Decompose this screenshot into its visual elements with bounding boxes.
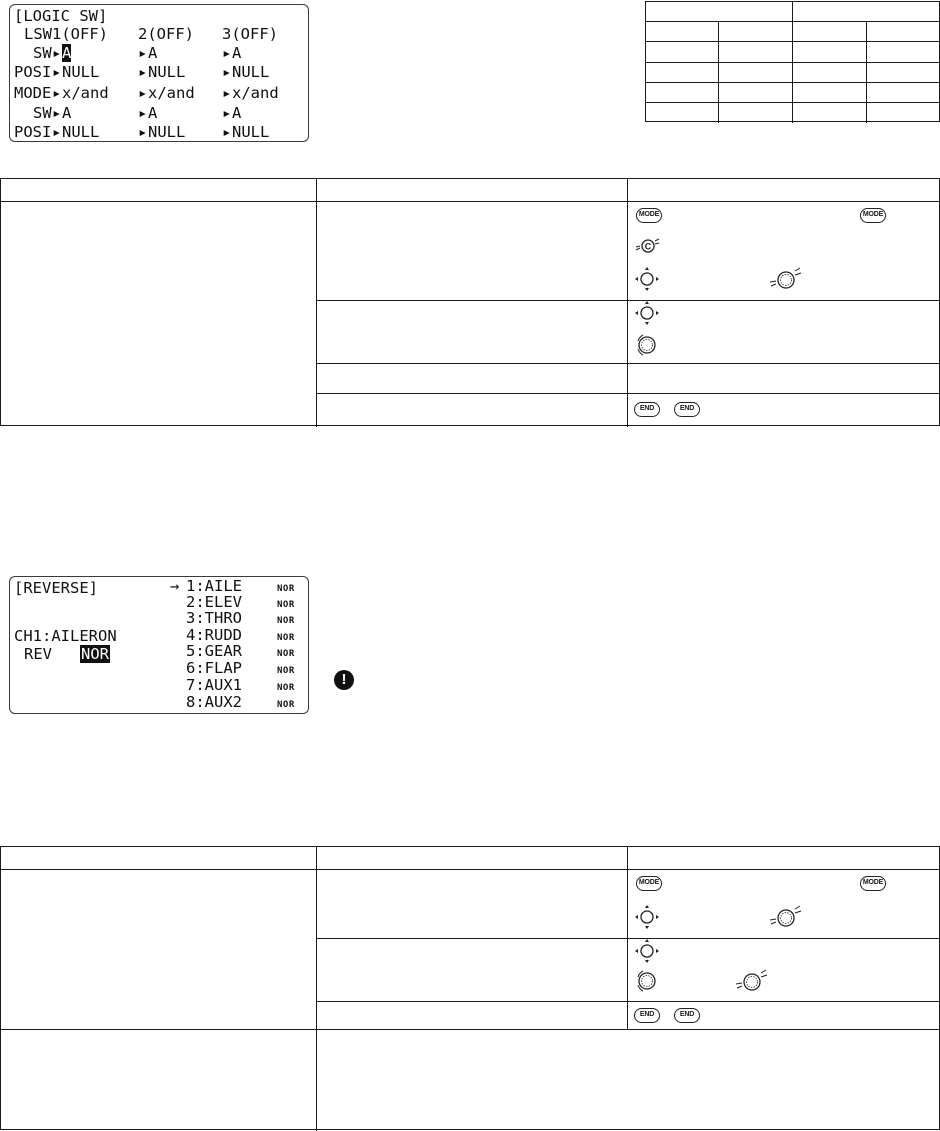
lsw3-posi1-value[interactable]: NULL <box>232 63 270 81</box>
pointer-icon: ▸ <box>222 123 232 141</box>
mode-button-icon: MODE <box>636 876 662 891</box>
directional-pad-icon <box>634 266 660 292</box>
channel-state: NOR <box>277 633 295 643</box>
dial-push-icon <box>734 968 770 994</box>
channel-item[interactable]: 1:AILE <box>186 577 242 595</box>
dial-rotate-icon <box>634 968 660 994</box>
lsw1-header: LSW1(OFF) <box>24 25 108 43</box>
reverse-lcd <box>9 576 309 714</box>
channel-state: NOR <box>277 600 295 610</box>
pointer-icon: ▸ <box>222 104 232 122</box>
lsw1-posi2-value[interactable]: NULL <box>62 123 100 141</box>
pointer-icon: ▸ <box>52 44 62 62</box>
dial-rotate-icon <box>634 332 660 358</box>
lsw3-posi2-value: NULL <box>232 123 270 141</box>
channel-state: NOR <box>277 649 295 659</box>
lsw3-header: 3(OFF) <box>222 25 278 43</box>
lsw1-sw2-value[interactable]: A <box>62 104 72 122</box>
directional-pad-icon <box>634 904 660 930</box>
lsw3-sw1-value[interactable]: A <box>232 44 242 62</box>
end-button-icon: END <box>674 402 700 417</box>
channel-item[interactable]: 7:AUX1 <box>186 676 242 694</box>
pointer-icon: ▸ <box>138 84 148 102</box>
pointer-icon: ▸ <box>138 44 148 62</box>
svg-text:C: C <box>644 241 652 252</box>
channel-item[interactable]: 6:FLAP <box>186 659 242 677</box>
sw-label: SW <box>33 44 52 62</box>
lsw3-mode-value[interactable]: x/and <box>232 84 279 102</box>
mode-button-icon: MODE <box>636 208 662 223</box>
pointer-icon: ▸ <box>138 63 148 81</box>
pointer-icon: ▸ <box>222 63 232 81</box>
mode-label: MODE <box>14 84 52 102</box>
channel-item[interactable]: 8:AUX2 <box>186 693 242 711</box>
lsw3-sw2-value[interactable]: A <box>232 104 242 122</box>
logic-sw-setup-table <box>0 178 940 426</box>
rev-value[interactable]: NOR <box>81 645 109 663</box>
channel-state: NOR <box>277 616 295 626</box>
channel-item[interactable]: 2:ELEV <box>186 593 242 611</box>
lsw1-mode-value[interactable]: x/and <box>62 84 109 102</box>
channel-item[interactable]: 4:RUDD <box>186 626 242 644</box>
lsw2-header: 2(OFF) <box>138 25 194 43</box>
channel-item[interactable]: 5:GEAR <box>186 642 242 660</box>
posi-label: POSI <box>14 63 52 81</box>
pointer-icon: ▸ <box>52 123 62 141</box>
center-push-icon <box>634 236 660 256</box>
lsw2-posi2-value[interactable]: NULL <box>148 123 186 141</box>
directional-pad-icon <box>634 300 660 326</box>
dial-push-icon <box>768 904 804 930</box>
lcd-title: [REVERSE] <box>14 579 98 597</box>
lsw1-sw1-value[interactable]: A <box>62 44 72 62</box>
mode-button-icon: MODE <box>860 876 886 891</box>
lsw2-mode-value[interactable]: x/and <box>148 84 195 102</box>
channel-state: NOR <box>277 683 295 693</box>
pointer-icon: ▸ <box>138 123 148 141</box>
pointer-icon: ▸ <box>52 63 62 81</box>
dial-push-icon <box>768 266 804 292</box>
channel-name: CH1:AILERON <box>14 627 117 645</box>
pointer-icon: ▸ <box>138 104 148 122</box>
lcd-title: [LOGIC SW] <box>14 7 108 25</box>
pointer-icon: ▸ <box>222 44 232 62</box>
sw-label: SW <box>33 104 52 122</box>
rev-label: REV <box>24 645 52 663</box>
channel-state: NOR <box>277 700 295 710</box>
pointer-icon: ▸ <box>52 84 62 102</box>
logic-sw-lcd <box>9 4 309 142</box>
mode-button-icon: MODE <box>860 208 886 223</box>
channel-item[interactable]: 3:THRO <box>186 609 242 627</box>
channel-state: NOR <box>277 584 295 594</box>
warning-icon: ! <box>334 670 354 690</box>
posi-label: POSI <box>14 123 52 141</box>
lsw2-sw1-value[interactable]: A <box>148 44 158 62</box>
end-button-icon: END <box>634 1008 660 1023</box>
end-button-icon: END <box>674 1008 700 1023</box>
logic-truth-table <box>645 1 940 122</box>
lsw1-posi1-value[interactable]: NULL <box>62 63 100 81</box>
channel-state: NOR <box>277 666 295 676</box>
reverse-setup-table <box>0 846 940 1130</box>
cursor-arrow-icon: → <box>170 577 180 595</box>
pointer-icon: ▸ <box>222 84 232 102</box>
end-button-icon: END <box>634 402 660 417</box>
directional-pad-icon <box>634 938 660 964</box>
pointer-icon: ▸ <box>52 104 62 122</box>
lsw2-sw2-value[interactable]: A <box>148 104 158 122</box>
lsw2-posi1-value[interactable]: NULL <box>148 63 186 81</box>
